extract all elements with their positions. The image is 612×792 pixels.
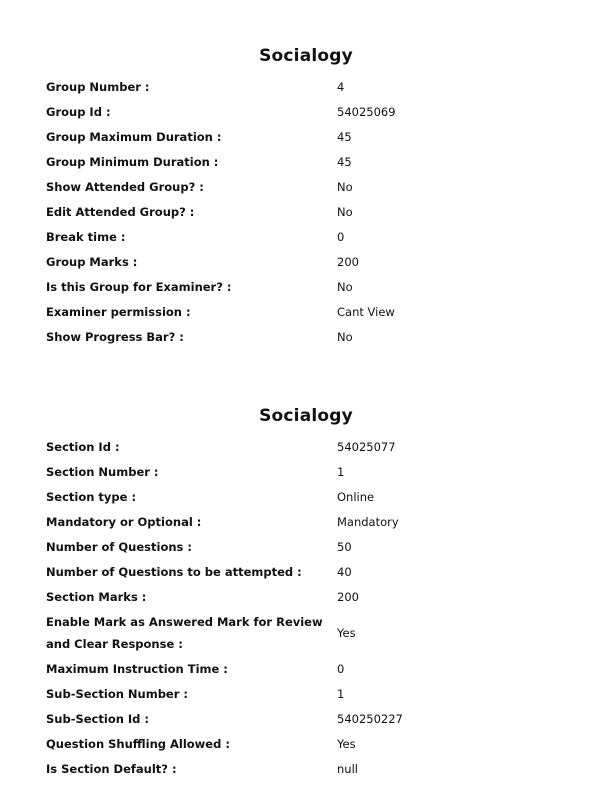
section-row-subsection-id	[46, 706, 566, 731]
group-row-break-time	[46, 224, 566, 249]
field-value: 0	[337, 661, 345, 676]
section-row-mandatory	[46, 509, 566, 534]
field-label: Mandatory or Optional :	[46, 514, 202, 529]
field-value: No	[337, 179, 353, 194]
group-row-max-duration	[46, 124, 566, 149]
field-label: Group Minimum Duration :	[46, 154, 219, 169]
field-label: Is this Group for Examiner? :	[46, 279, 232, 294]
section-row-id	[46, 434, 566, 459]
field-label: Enable Mark as Answered Mark for Review and Clear Response :	[46, 614, 323, 651]
section-row-type	[46, 484, 566, 509]
section-row-default	[46, 756, 566, 781]
field-value: Online	[337, 489, 375, 504]
field-value: 40	[337, 564, 352, 579]
field-label: Section Id :	[46, 439, 120, 454]
field-value: No	[337, 329, 353, 344]
field-label: Sub-Section Number :	[46, 686, 189, 701]
field-value: No	[337, 204, 353, 219]
field-label: Examiner permission :	[46, 304, 191, 319]
field-label: Is Section Default? :	[46, 761, 177, 776]
field-label: Section Number :	[46, 464, 159, 479]
section-row-num-attempted	[46, 559, 566, 584]
field-label: Section type :	[46, 489, 137, 504]
field-value: 540250227	[337, 711, 403, 726]
group-row-examiner-permission	[46, 299, 566, 324]
field-value: 200	[337, 589, 359, 604]
field-label: Group Marks :	[46, 254, 138, 269]
field-label: Show Progress Bar? :	[46, 329, 184, 344]
field-label: Show Attended Group? :	[46, 179, 204, 194]
group-row-marks	[46, 249, 566, 274]
group-row-id	[46, 99, 566, 124]
field-value: 0	[337, 229, 345, 244]
field-value: 54025069	[337, 104, 396, 119]
group-row-min-duration	[46, 149, 566, 174]
field-value: 4	[337, 79, 345, 94]
group-row-progress-bar	[46, 324, 566, 349]
section-row-num-questions	[46, 534, 566, 559]
field-label: Break time :	[46, 229, 126, 244]
group-title: Socialogy	[259, 46, 353, 66]
field-value: Yes	[337, 736, 356, 751]
field-value: 50	[337, 539, 352, 554]
field-label: Group Number :	[46, 79, 150, 94]
section-row-enable-mark	[46, 610, 566, 655]
section-row-marks	[46, 584, 566, 609]
section-row-instruction-time	[46, 656, 566, 681]
field-value: 200	[337, 254, 359, 269]
group-row-show-attended	[46, 174, 566, 199]
field-label: Edit Attended Group? :	[46, 204, 195, 219]
field-value: 45	[337, 154, 352, 169]
field-value: Cant View	[337, 304, 395, 319]
group-row-number	[46, 74, 566, 99]
field-value: 1	[337, 464, 345, 479]
field-value: null	[337, 761, 358, 776]
field-value: No	[337, 279, 353, 294]
field-label: Group Maximum Duration :	[46, 129, 222, 144]
field-value: 54025077	[337, 439, 396, 454]
field-label: Maximum Instruction Time :	[46, 661, 228, 676]
section-title: Socialogy	[259, 406, 353, 426]
field-value: Yes	[337, 625, 356, 640]
field-value: 45	[337, 129, 352, 144]
field-label: Sub-Section Id :	[46, 711, 150, 726]
field-label: Number of Questions to be attempted :	[46, 564, 302, 579]
group-row-for-examiner	[46, 274, 566, 299]
section-row-number	[46, 459, 566, 484]
field-label: Group Id :	[46, 104, 111, 119]
field-value: Mandatory	[337, 514, 399, 529]
field-label: Number of Questions :	[46, 539, 192, 554]
field-value: 1	[337, 686, 345, 701]
field-label: Section Marks :	[46, 589, 147, 604]
group-row-edit-attended	[46, 199, 566, 224]
section-row-subsection-number	[46, 681, 566, 706]
field-label: Question Shuffling Allowed :	[46, 736, 230, 751]
section-row-shuffling	[46, 731, 566, 756]
